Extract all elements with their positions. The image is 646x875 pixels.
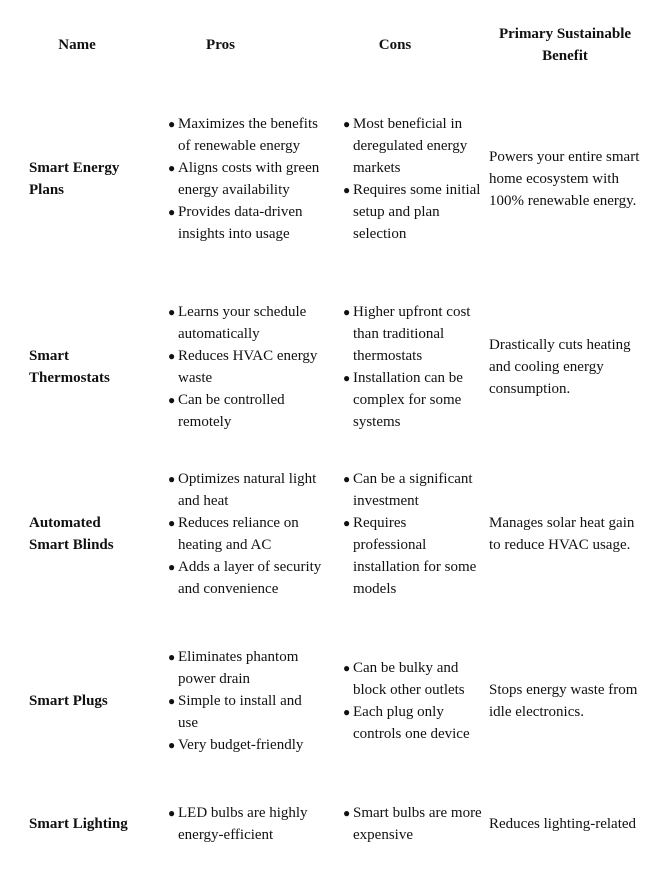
row-name-text: Smart Lighting [29, 816, 128, 832]
bullet-icon: ● [168, 650, 176, 664]
bullet-icon: ● [343, 117, 351, 131]
row-benefit-text: Stops energy waste from idle electronics. [489, 682, 638, 720]
row-benefit [489, 79, 644, 279]
row-cons [343, 79, 483, 279]
con-item [343, 468, 483, 512]
row-cons [343, 623, 483, 779]
pro-item [168, 646, 324, 690]
bullet-icon: ● [168, 560, 176, 574]
bullet-icon: ● [343, 516, 351, 530]
row-benefit [489, 289, 644, 445]
header-benefit: Primary Sustainable Benefit [498, 26, 632, 64]
bullet-icon: ● [343, 705, 351, 719]
con-item-text: Can be a significant investment [353, 471, 473, 509]
table-row [0, 79, 646, 279]
con-item-text: Higher upfront cost than traditional thermostats [353, 304, 471, 364]
row-benefit [489, 623, 644, 779]
row-name-text: Smart Energy Plans [29, 160, 120, 198]
row-name-text: Smart Plugs [29, 693, 108, 709]
row-cons [343, 790, 483, 858]
con-item [343, 657, 483, 701]
pro-item [168, 301, 324, 345]
pro-item [168, 556, 324, 600]
table-row [0, 623, 646, 779]
bullet-icon: ● [343, 183, 351, 197]
con-item [343, 512, 483, 600]
row-pros [168, 456, 324, 612]
con-item-text: Most beneficial in deregulated energy markets [353, 116, 468, 176]
bullet-icon: ● [168, 694, 176, 708]
bullet-icon: ● [168, 117, 176, 131]
row-benefit-text: Drastically cuts heating and cooling energy consumption. [489, 337, 631, 397]
bullet-icon: ● [343, 806, 351, 820]
pro-item-text: Adds a layer of security and convenience [178, 559, 322, 597]
row-name [29, 623, 144, 779]
bullet-icon: ● [168, 393, 176, 407]
bullet-icon: ● [168, 738, 176, 752]
pro-item-text: Reduces HVAC energy waste [178, 348, 318, 386]
row-pros [168, 79, 324, 279]
bullet-icon: ● [168, 806, 176, 820]
pro-item [168, 802, 324, 846]
row-name [29, 289, 144, 445]
row-name-text: Automated Smart Blinds [29, 515, 114, 553]
table-row [0, 289, 646, 445]
row-name [29, 79, 144, 279]
pro-item-text: LED bulbs are highly energy-efficient [178, 805, 308, 843]
pro-item-list [168, 301, 324, 433]
bullet-icon: ● [168, 349, 176, 363]
table-row [0, 790, 646, 858]
pro-item-list [168, 468, 324, 600]
pro-item-text: Can be controlled remotely [178, 392, 285, 430]
pro-item-text: Eliminates phantom power drain [178, 649, 299, 687]
pro-item-text: Reduces reliance on heating and AC [178, 515, 299, 553]
pro-item-text: Optimizes natural light and heat [178, 471, 317, 509]
con-item-text: Each plug only controls one device [353, 704, 470, 742]
pro-item-list [168, 646, 324, 756]
row-name [29, 456, 144, 612]
bullet-icon: ● [168, 161, 176, 175]
pro-item-list [168, 113, 324, 245]
row-benefit-text: Powers your entire smart home ecosystem with 100% renewable energy. [489, 149, 640, 209]
bullet-icon: ● [168, 205, 176, 219]
con-item-list [343, 657, 483, 745]
row-pros [168, 790, 324, 858]
pro-item [168, 734, 324, 756]
row-name [29, 790, 144, 858]
row-pros [168, 289, 324, 445]
con-item-text: Requires professional installation for some models [353, 515, 477, 597]
pro-item [168, 157, 324, 201]
bullet-icon: ● [343, 661, 351, 675]
bullet-icon: ● [168, 472, 176, 486]
table-header-row [0, 22, 646, 68]
con-item-text: Installation can be complex for some systems [353, 370, 463, 430]
header-pros: Pros [206, 37, 235, 53]
pro-item [168, 201, 324, 245]
pro-item [168, 389, 324, 433]
pro-item-text: Provides data-driven insights into usage [178, 204, 303, 242]
con-item [343, 701, 483, 745]
con-item-text: Can be bulky and block other outlets [353, 660, 465, 698]
pro-item-text: Maximizes the benefits of renewable energy [178, 116, 318, 154]
header-name: Name [58, 37, 96, 53]
pro-item [168, 345, 324, 389]
pro-item [168, 690, 324, 734]
row-benefit-text: Reduces lighting-related [489, 816, 637, 832]
row-cons [343, 456, 483, 612]
bullet-icon: ● [343, 472, 351, 486]
row-cons [343, 289, 483, 445]
row-benefit [489, 790, 644, 858]
con-item [343, 179, 483, 245]
con-item-text: Smart bulbs are more expensive [353, 805, 482, 843]
row-pros [168, 623, 324, 779]
row-benefit-text: Manages solar heat gain to reduce HVAC usage. [489, 515, 635, 553]
bullet-icon: ● [168, 516, 176, 530]
con-item-list [343, 301, 483, 433]
con-item [343, 301, 483, 367]
header-cons: Cons [378, 37, 412, 53]
pro-item-text: Very budget-friendly [178, 737, 304, 753]
row-benefit [489, 456, 644, 612]
con-item-list [343, 802, 483, 846]
con-item [343, 802, 483, 846]
pro-item [168, 468, 324, 512]
pro-item [168, 113, 324, 157]
pro-item-text: Simple to install and use [178, 693, 302, 731]
bullet-icon: ● [343, 305, 351, 319]
con-item-list [343, 468, 483, 600]
row-name-text: Smart Thermostats [29, 348, 110, 386]
pro-item-text: Learns your schedule automatically [178, 304, 307, 342]
con-item-text: Requires some initial setup and plan selection [353, 182, 481, 242]
table-row [0, 456, 646, 612]
pro-item-text: Aligns costs with green energy availability [178, 160, 320, 198]
con-item-list [343, 113, 483, 245]
pro-item [168, 512, 324, 556]
bullet-icon: ● [168, 305, 176, 319]
con-item [343, 113, 483, 179]
pro-item-list [168, 802, 324, 846]
con-item [343, 367, 483, 433]
bullet-icon: ● [343, 371, 351, 385]
